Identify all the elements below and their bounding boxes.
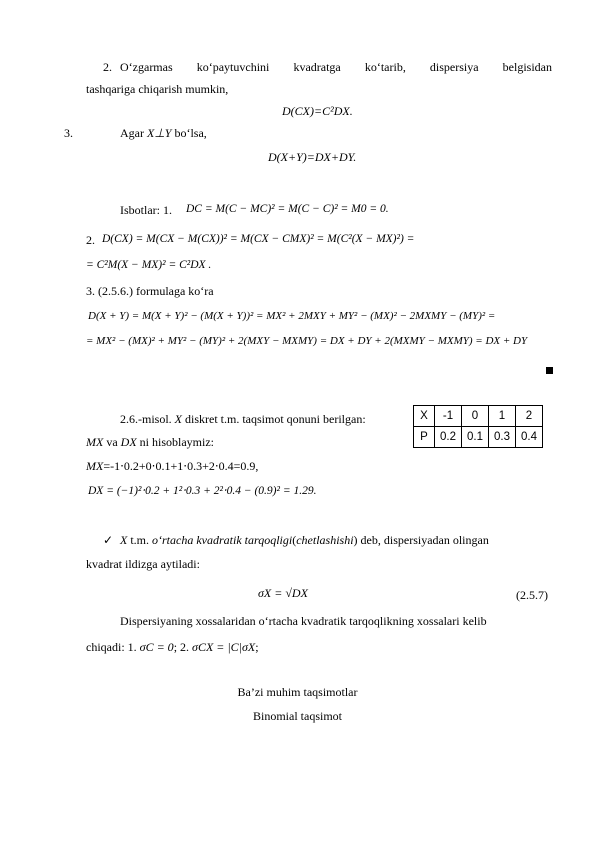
word: kvadratga [293, 60, 341, 74]
text: ) deb, dispersiyadan olingan [353, 533, 489, 547]
word: belgisidan [502, 60, 552, 74]
item-2-text-line2: tashqariga chiqarish mumkin, [86, 82, 229, 96]
property-2: σCX = |C|σX [192, 640, 256, 654]
table-row-p [414, 427, 543, 448]
proof-formula-3a: D(X + Y) = M(X + Y)² − (M(X + Y))² = MX² + 2MXY + MY² − (MX)² − 2MXMY − (MY)² = [88, 310, 496, 322]
independence-condition: X⊥Y [147, 126, 172, 140]
proof-formula-2a: D(CX) = M(CX − M(CX))² = M(CX − CMX)² = M(C²(X − MX)²) = [102, 233, 415, 245]
example-dx: DX = (−1)²⋅0.2 + 1²⋅0.3 + 2²⋅0.4 − (0.9)² = 1.29. [88, 485, 317, 497]
variable: X [120, 533, 128, 547]
table-cell: 0.2 [435, 427, 462, 448]
end-of-proof-square [546, 367, 553, 374]
table-row-x [414, 406, 543, 427]
text: bo‘lsa, [171, 126, 207, 140]
text: ni hisoblaymiz: [136, 435, 214, 449]
text: diskret t.m. taqsimot qonuni berilgan: [182, 412, 366, 426]
table-cell: P [414, 427, 435, 448]
text: 2.6.-misol. [120, 412, 175, 426]
table-cell: 0.4 [516, 427, 543, 448]
calculation: =-1⋅0.2+0⋅0.1+1⋅0.3+2⋅0.4=0.9, [103, 459, 259, 473]
table-cell: X [414, 406, 435, 427]
variable: DX [120, 435, 137, 449]
table-cell: 0.3 [489, 427, 516, 448]
item-2-number: 2. [103, 60, 112, 74]
example-title [120, 412, 366, 427]
text: chiqadi: 1. [86, 640, 140, 654]
properties-line-2 [86, 640, 259, 655]
definition-line-2: kvadrat ildizga aytiladi: [86, 557, 200, 571]
table-cell: -1 [435, 406, 462, 427]
text: va [103, 435, 121, 449]
proof-formula-1: DC = M(C − MC)² = M(C − C)² = M0 = 0. [186, 203, 389, 215]
formula-sigma: σX = √DX [258, 586, 308, 600]
word: ko‘tarib, [364, 60, 406, 74]
text: Agar [120, 126, 147, 140]
word: ko‘paytuvchini [196, 60, 270, 74]
term: chetlashishi [296, 533, 354, 547]
example-line-2 [86, 435, 214, 450]
formula-dxy: D(X+Y)=DX+DY. [268, 150, 357, 164]
item-3-text [120, 126, 207, 141]
variable: X [174, 412, 183, 426]
table-cell: 0 [462, 406, 489, 427]
heading-binomial-distribution: Binomial taqsimot [253, 709, 342, 723]
word: dispersiya [429, 60, 479, 74]
equation-number: (2.5.7) [516, 588, 548, 602]
word: O‘zgarmas [120, 60, 173, 74]
text: ; [255, 640, 259, 654]
table-cell: 1 [489, 406, 516, 427]
property-1: σC = 0 [139, 640, 174, 654]
table-cell: 2 [516, 406, 543, 427]
proof-3-label: 3. (2.5.6.) formulaga ko‘ra [86, 284, 214, 298]
definition-line-1 [120, 533, 489, 548]
properties-line-1: Dispersiyaning xossalaridan o‘rtacha kvadratik tarqoqlikning xossalari kelib [120, 614, 487, 628]
heading-important-distributions: Ba’zi muhim taqsimotlar [237, 685, 358, 699]
distribution-table [413, 405, 543, 448]
checkmark-icon: ✓ [103, 533, 114, 547]
item-3-number: 3. [64, 126, 73, 140]
table-cell: 0.1 [462, 427, 489, 448]
proof-label: Isbotlar: 1. [120, 203, 172, 217]
example-mx [86, 459, 258, 474]
term: o‘rtacha kvadratik tarqoqligi [152, 533, 293, 547]
proof-formula-3b: = MX² − (MX)² + MY² − (MY)² + 2(MXY − MXMY) = DX + DY + 2(MXMY − MXMY) = DX + DY [86, 335, 528, 347]
proof-2-number: 2. [86, 233, 95, 247]
text: ; 2. [173, 640, 193, 654]
item-2-text-line1 [120, 60, 552, 75]
variable: MX [86, 435, 104, 449]
variable: MX [86, 459, 104, 473]
proof-formula-2b: = C²M(X − MX)² = C²DX . [86, 259, 212, 271]
text: t.m. [127, 533, 153, 547]
text: ( [292, 533, 297, 547]
formula-dcx: D(CX)=C²DX. [282, 104, 353, 118]
